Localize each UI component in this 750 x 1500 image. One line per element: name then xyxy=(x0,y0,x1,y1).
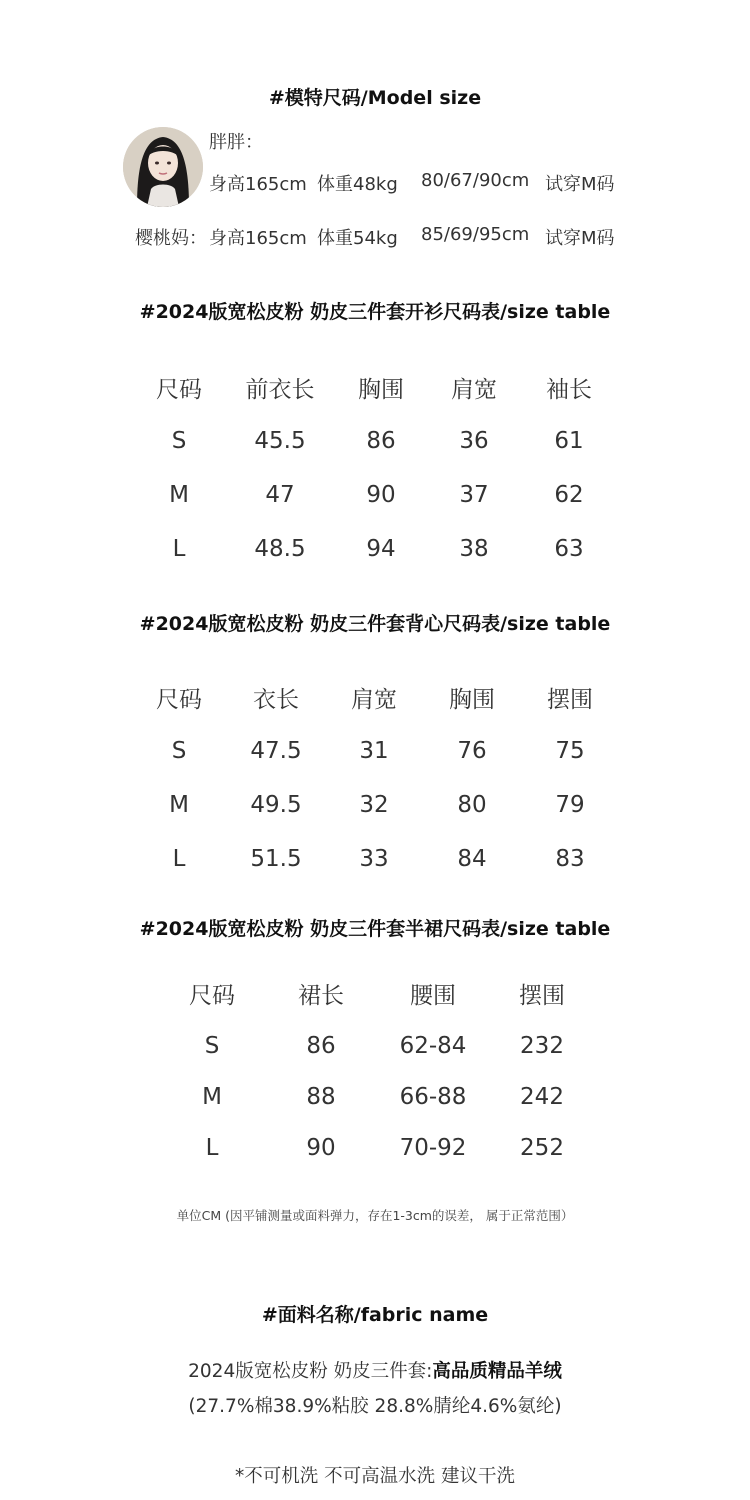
table-cell: 31 xyxy=(359,738,389,764)
table-cell: 242 xyxy=(520,1083,564,1110)
fabric-composition: (27.7%棉38.9%粘胶 28.8%腈纶4.6%氨纶) xyxy=(188,1396,562,1417)
model-size-title: #模特尺码/Model size xyxy=(268,87,482,109)
table-header-row xyxy=(130,670,620,724)
model2-name: 樱桃妈： xyxy=(135,228,207,249)
header-cell: 肩宽 xyxy=(451,376,497,403)
header-cell: 尺码 xyxy=(156,376,202,403)
table-cell: 61 xyxy=(554,428,584,454)
model1-name: 胖胖： xyxy=(209,132,263,153)
table-cell: 47.5 xyxy=(250,738,302,764)
table-cell: 36 xyxy=(459,428,489,454)
care-instructions: *不可机洗 不可高温水洗 建议干洗 xyxy=(234,1466,515,1487)
table-cell: L xyxy=(172,846,186,872)
cardigan-size-table xyxy=(130,360,620,576)
table-cell: 62-84 xyxy=(399,1032,467,1059)
model2-height: 身高165cm xyxy=(209,228,307,249)
table-cell: 37 xyxy=(459,482,489,508)
model-avatar xyxy=(123,127,203,207)
table-row xyxy=(130,468,620,522)
skirt-size-table xyxy=(158,966,594,1173)
table-cell: L xyxy=(172,536,186,562)
table-cell: M xyxy=(169,482,189,508)
header-cell: 摆围 xyxy=(519,982,565,1009)
table-cell: 90 xyxy=(306,1134,336,1161)
table-cell: 49.5 xyxy=(250,792,302,818)
table-header-row xyxy=(158,966,594,1020)
model1-weight: 体重48kg xyxy=(317,174,398,195)
table-cell: 88 xyxy=(306,1083,336,1110)
table-cell: S xyxy=(171,738,187,764)
table-cell: 45.5 xyxy=(254,428,306,454)
table-cell: S xyxy=(204,1032,220,1059)
model1-height: 身高165cm xyxy=(209,174,307,195)
header-cell: 尺码 xyxy=(189,982,235,1009)
vest-table-title: #2024版宽松皮粉 奶皮三件套背心尺码表/size table xyxy=(139,613,611,635)
header-cell: 衣长 xyxy=(253,686,299,713)
table-cell: 90 xyxy=(366,482,396,508)
table-cell: 232 xyxy=(520,1032,564,1059)
model1-fit: 试穿M码 xyxy=(545,174,615,195)
fabric-product-line xyxy=(0,1357,750,1383)
cardigan-table-title: #2024版宽松皮粉 奶皮三件套开衫尺码表/size table xyxy=(139,301,611,323)
table-cell: 84 xyxy=(457,846,487,872)
header-cell: 裙长 xyxy=(298,982,344,1009)
table-row xyxy=(130,414,620,468)
skirt-table-title: #2024版宽松皮粉 奶皮三件套半裙尺码表/size table xyxy=(139,918,611,940)
model1-measurements: 80/67/90cm xyxy=(421,170,530,191)
fabric-title: #面料名称/fabric name xyxy=(261,1304,489,1326)
table-cell: 48.5 xyxy=(254,536,306,562)
header-cell: 袖长 xyxy=(546,376,592,403)
table-cell: S xyxy=(171,428,187,454)
table-cell: 252 xyxy=(520,1134,564,1161)
table-cell: 63 xyxy=(554,536,584,562)
table-cell: 80 xyxy=(457,792,487,818)
model2-weight: 体重54kg xyxy=(317,228,398,249)
table-row xyxy=(158,1071,594,1122)
table-header-row xyxy=(130,360,620,414)
table-cell: L xyxy=(205,1134,219,1161)
measurement-note: 单位CM (因平铺测量或面料弹力，存在1-3cm的误差， 属于正常范围） xyxy=(176,1208,574,1223)
header-cell: 肩宽 xyxy=(351,686,397,713)
table-cell: 51.5 xyxy=(250,846,302,872)
table-row xyxy=(130,778,620,832)
table-cell: 83 xyxy=(555,846,585,872)
fabric-quality: 高品质精品羊绒 xyxy=(432,1361,562,1382)
table-cell: 76 xyxy=(457,738,487,764)
header-cell: 摆围 xyxy=(547,686,593,713)
table-row xyxy=(158,1020,594,1071)
table-row xyxy=(158,1122,594,1173)
table-cell: 70-92 xyxy=(399,1134,467,1161)
header-cell: 胸围 xyxy=(449,686,495,713)
vest-size-table xyxy=(130,670,620,886)
table-cell: 62 xyxy=(554,482,584,508)
model2-measurements: 85/69/95cm xyxy=(421,224,530,245)
header-cell: 腰围 xyxy=(410,982,456,1009)
table-cell: 86 xyxy=(306,1032,336,1059)
header-cell: 尺码 xyxy=(156,686,202,713)
fabric-product: 2024版宽松皮粉 奶皮三件套: xyxy=(188,1361,433,1382)
table-cell: 47 xyxy=(265,482,295,508)
table-row xyxy=(130,724,620,778)
header-cell: 胸围 xyxy=(358,376,404,403)
table-cell: 66-88 xyxy=(399,1083,467,1110)
table-cell: 32 xyxy=(359,792,389,818)
table-row xyxy=(130,522,620,576)
table-cell: 33 xyxy=(359,846,389,872)
table-cell: 38 xyxy=(459,536,489,562)
model2-fit: 试穿M码 xyxy=(545,228,615,249)
model-avatar-image xyxy=(123,127,203,207)
table-cell: 79 xyxy=(555,792,585,818)
table-cell: M xyxy=(202,1083,222,1110)
table-cell: 94 xyxy=(366,536,396,562)
table-cell: 75 xyxy=(555,738,585,764)
table-row xyxy=(130,832,620,886)
table-cell: M xyxy=(169,792,189,818)
table-cell: 86 xyxy=(366,428,396,454)
header-cell: 前衣长 xyxy=(245,376,315,403)
